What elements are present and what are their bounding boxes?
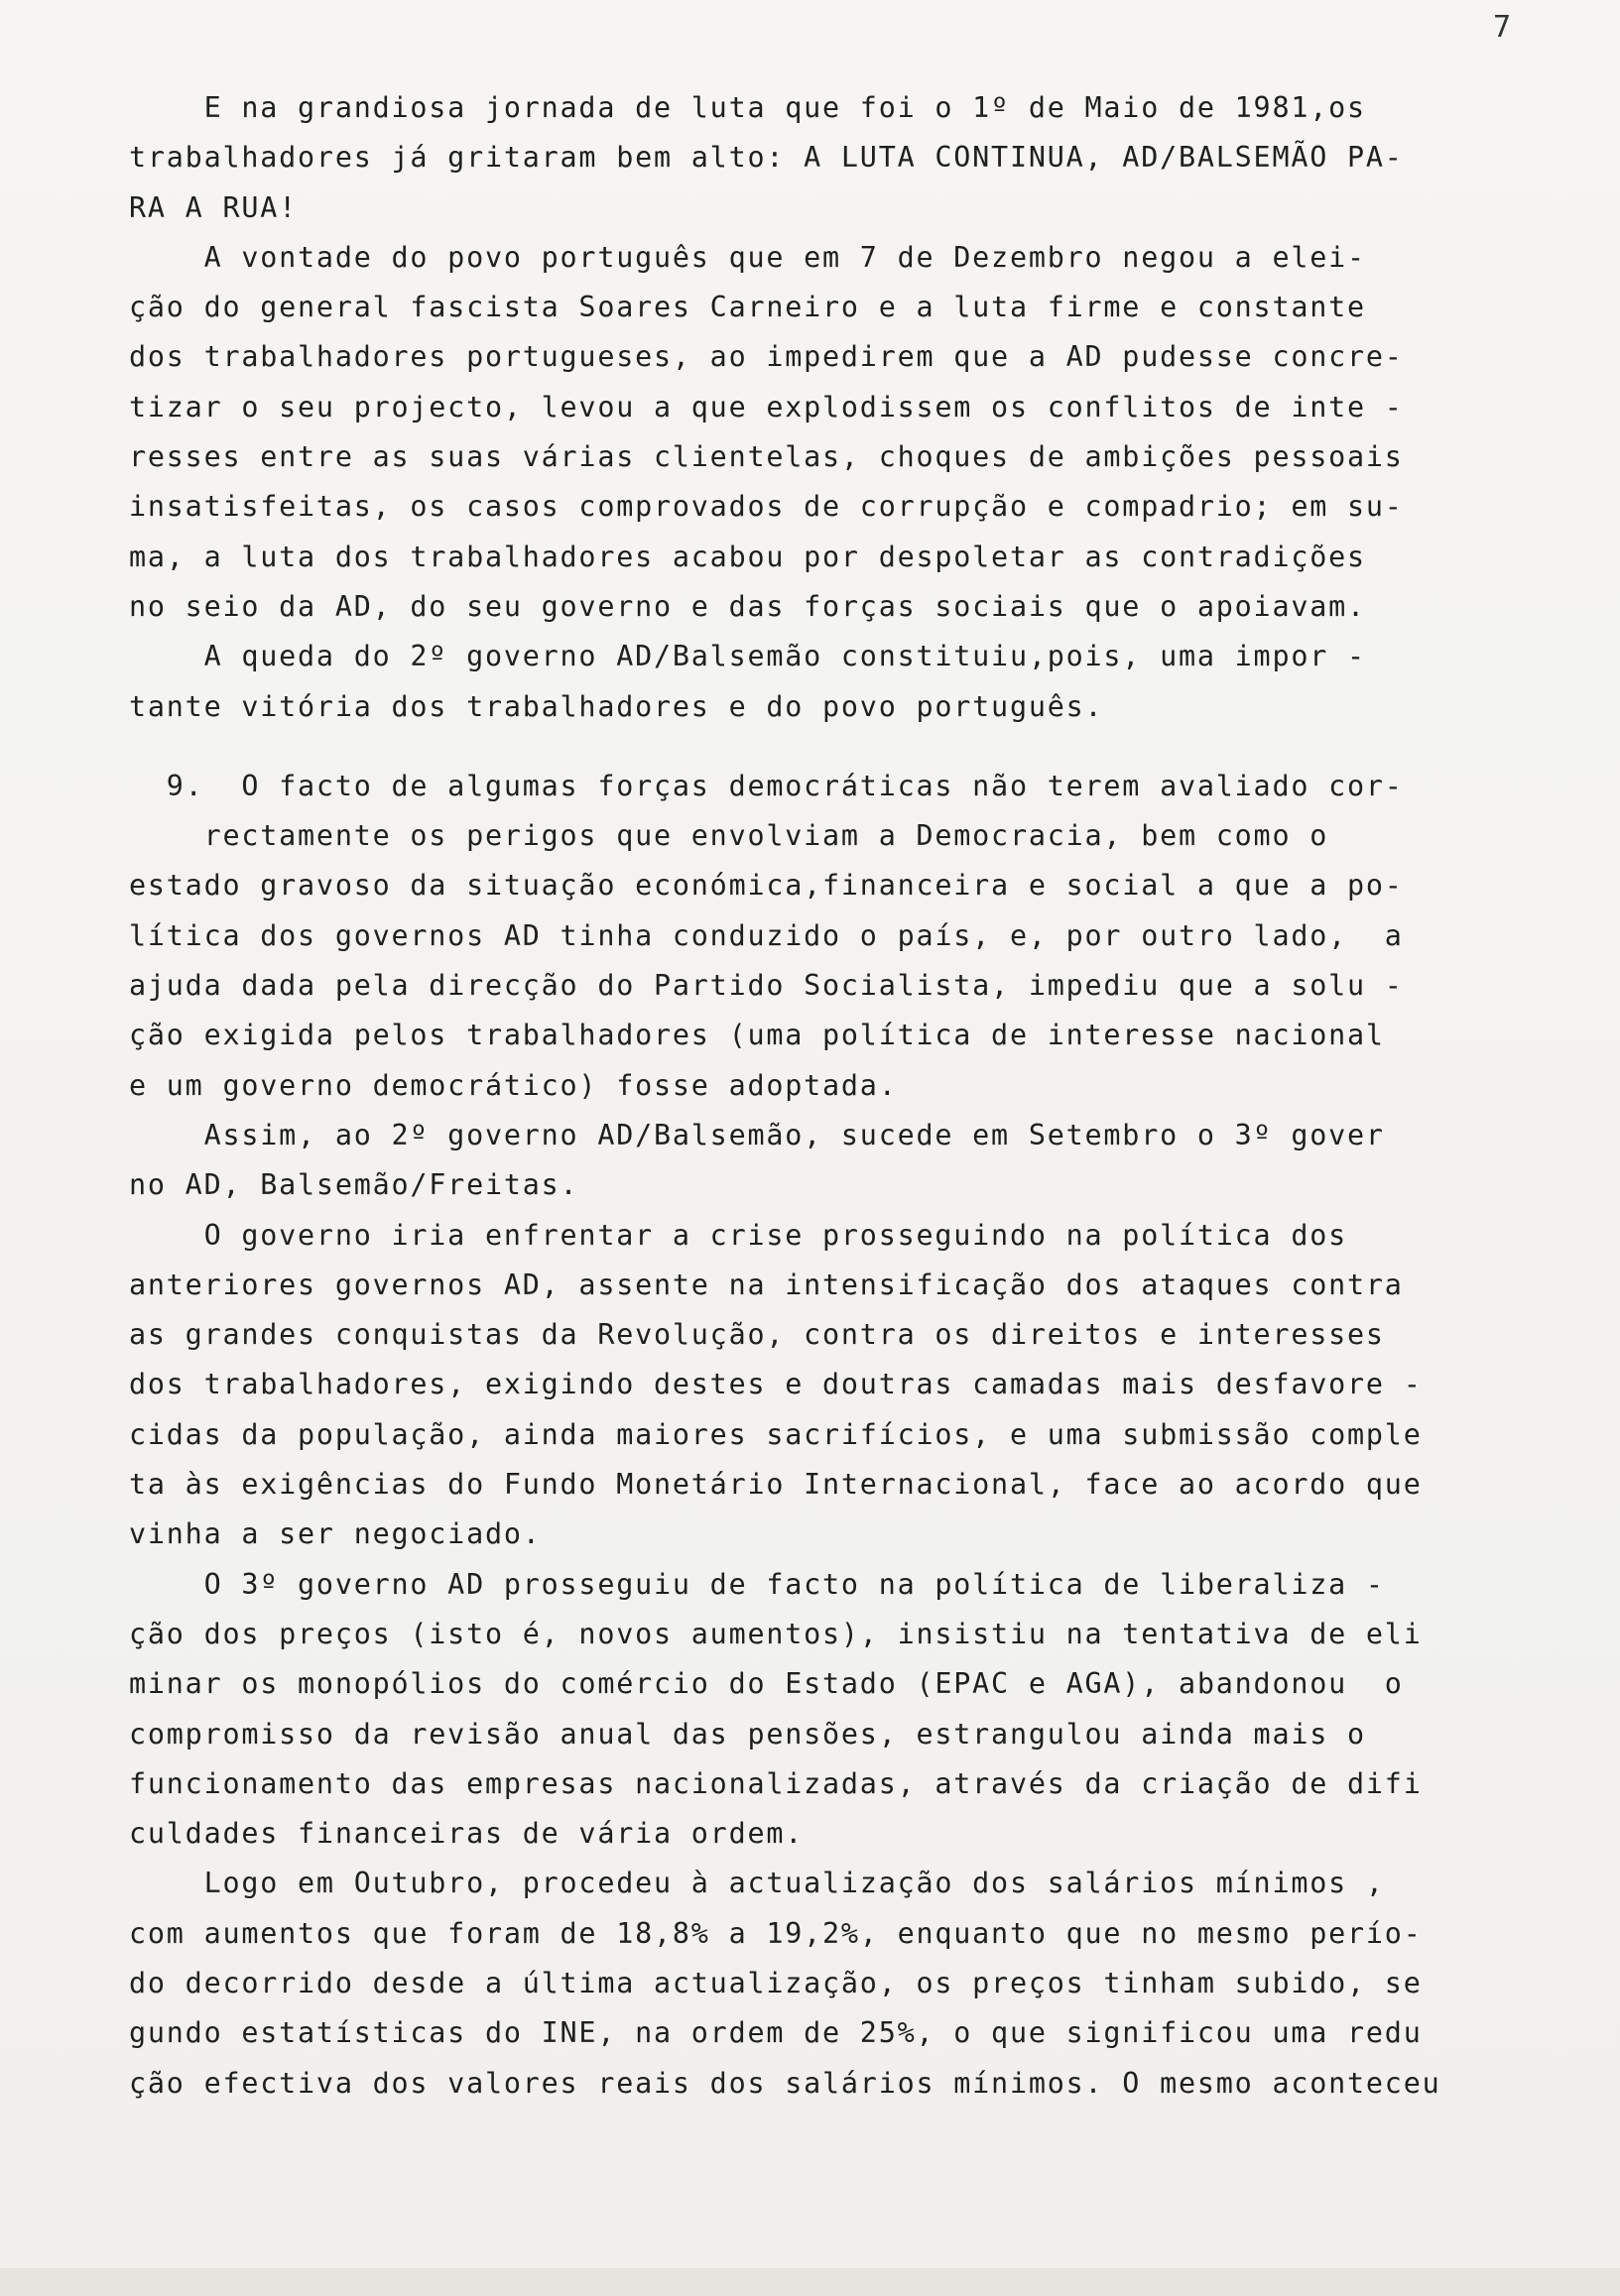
text-line: tante vitória dos trabalhadores e do povo português. <box>129 689 1104 723</box>
text-line: lítica dos governos AD tinha conduzido o país, e, por outro lado, a <box>129 918 1404 952</box>
text-line: no AD, Balsemão/Freitas. <box>129 1168 579 1202</box>
text-line: cidas da população, ainda maiores sacrifícios, e uma submissão comple <box>129 1417 1423 1451</box>
text-line: do decorrido desde a última actualização, os preços tinham subido, se <box>129 1966 1423 1999</box>
text-line: e um governo democrático) fosse adoptada. <box>129 1068 898 1102</box>
text-line: dos trabalhadores, exigindo destes e doutras camadas mais desfavore - <box>129 1368 1423 1401</box>
paragraph <box>129 1111 1473 1211</box>
text-line: ta às exigências do Fundo Monetário Internacional, face ao acordo que <box>129 1468 1423 1502</box>
paragraph <box>129 632 1473 732</box>
text-line: ção exigida pelos trabalhadores (uma política de interesse nacional <box>129 1019 1385 1052</box>
text-line: A vontade do povo português que em 7 de Dezembro negou a elei- <box>129 240 1366 274</box>
text-line: Logo em Outubro, procedeu à actualização dos salários mínimos , <box>129 1867 1385 1900</box>
paragraph <box>129 83 1473 233</box>
text-line: rectamente os perigos que envolviam a Democracia, bem como o <box>129 819 1329 853</box>
text-line: A queda do 2º governo AD/Balsemão constituiu,pois, uma impor - <box>129 640 1366 673</box>
section-gap <box>129 732 1473 762</box>
text-line: O governo iria enfrentar a crise prosseguindo na política dos <box>129 1218 1348 1252</box>
text-line: resses entre as suas várias clientelas, choques de ambições pessoais <box>129 440 1404 474</box>
text-line: Assim, ao 2º governo AD/Balsemão, sucede em Setembro o 3º gover <box>129 1118 1385 1151</box>
text-line: RA A RUA! <box>129 190 299 224</box>
text-line: estado gravoso da situação económica,financeira e social a que a po- <box>129 869 1404 903</box>
text-line: vinha a ser negociado. <box>129 1517 542 1551</box>
text-line: ção efectiva dos valores reais dos salários mínimos. O mesmo aconteceu <box>129 2066 1441 2100</box>
page-number: 7 <box>1492 10 1511 45</box>
text-line: com aumentos que foram de 18,8% a 19,2%, enquanto que no mesmo perío- <box>129 1916 1423 1950</box>
scan-bottom-edge <box>0 2268 1620 2296</box>
paragraph <box>129 233 1473 632</box>
text-line: E na grandiosa jornada de luta que foi o 1º de Maio de 1981,os <box>129 91 1366 124</box>
text-line: as grandes conquistas da Revolução, contra os direitos e interesses <box>129 1318 1385 1352</box>
text-line: funcionamento das empresas nacionalizadas, através da criação de difi <box>129 1766 1423 1800</box>
text-line: compromisso da revisão anual das pensões, estrangulou ainda mais o <box>129 1717 1366 1751</box>
text-line: ajuda dada pela direcção do Partido Socialista, impediu que a solu - <box>129 969 1404 1003</box>
body-text <box>129 83 1473 2109</box>
text-line: no seio da AD, do seu governo e das forças sociais que o apoiavam. <box>129 589 1366 623</box>
text-line: ção dos preços (isto é, novos aumentos), insistiu na tentativa de eli <box>129 1617 1423 1650</box>
text-line: anteriores governos AD, assente na intensificação dos ataques contra <box>129 1268 1404 1301</box>
paragraph <box>129 1859 1473 2108</box>
text-line: gundo estatísticas do INE, na ordem de 25%, o que significou uma redu <box>129 2016 1423 2050</box>
paragraph <box>129 762 1473 1111</box>
paragraph <box>129 1211 1473 1560</box>
text-line: ção do general fascista Soares Carneiro e a luta firme e constante <box>129 291 1366 324</box>
text-line: insatisfeitas, os casos comprovados de corrupção e compadrio; em su- <box>129 490 1404 524</box>
text-line: ma, a luta dos trabalhadores acabou por despoletar as contradições <box>129 540 1366 573</box>
text-line: 9. O facto de algumas forças democráticas não terem avaliado cor- <box>129 769 1404 802</box>
text-line: minar os monopólios do comércio do Estado (EPAC e AGA), abandonou o <box>129 1667 1404 1701</box>
text-line: dos trabalhadores portugueses, ao impedirem que a AD pudesse concre- <box>129 340 1404 374</box>
text-line: O 3º governo AD prosseguiu de facto na política de liberaliza - <box>129 1567 1385 1601</box>
paragraph <box>129 1560 1473 1860</box>
text-line: tizar o seu projecto, levou a que explodissem os conflitos de inte - <box>129 390 1404 423</box>
text-line: trabalhadores já gritaram bem alto: A LUTA CONTINUA, AD/BALSEMÃO PA- <box>129 141 1404 175</box>
text-line: culdades financeiras de vária ordem. <box>129 1817 805 1851</box>
